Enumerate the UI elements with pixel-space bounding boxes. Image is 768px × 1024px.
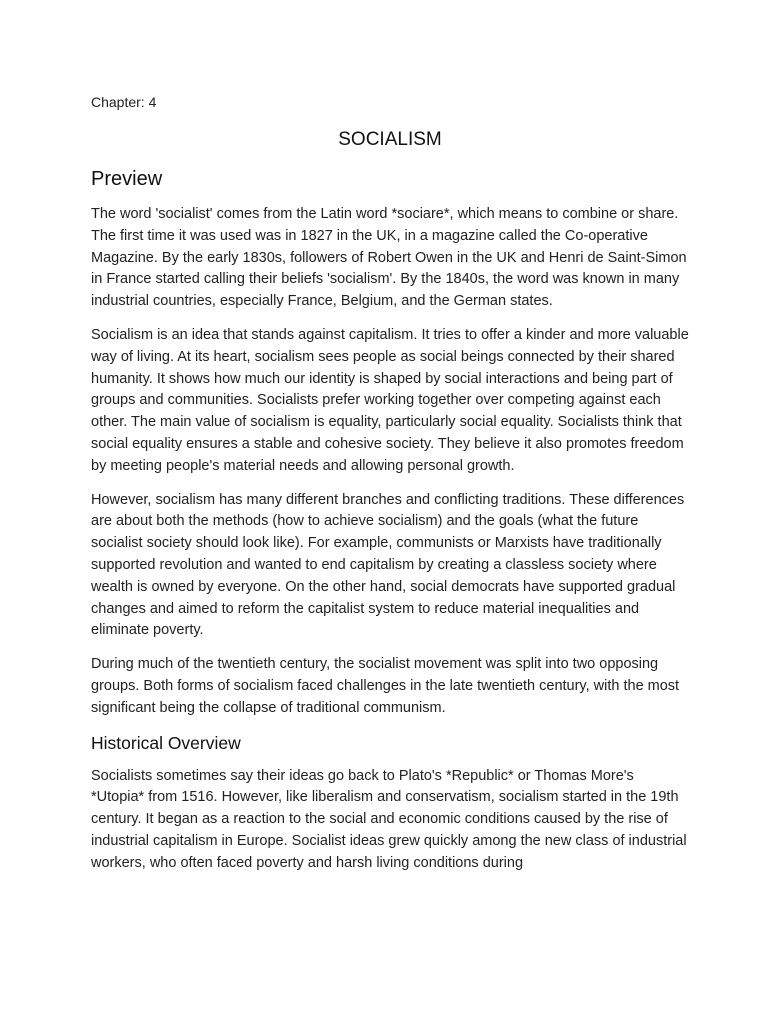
section-heading-historical-overview: Historical Overview — [91, 732, 241, 753]
paragraph: During much of the twentieth century, the socialist movement was split into two opposing groups. Both forms of socialism faced challenges in the late twentieth century, with the most significant being the collapse of traditional communism. — [91, 656, 680, 716]
chapter-label: Chapter: 4 — [91, 94, 157, 110]
paragraph: The word 'socialist' comes from the Latin word *sociare*, which means to combine or share. The first time it was used was in 1827 in the UK, in a magazine called the Co-operative Magazine. By the early 1830s, followers of Robert Owen in the UK and Henri de Saint-Simon in France started calling their beliefs 'socialism'. By the 1840s, the word was known in many industrial countries, especially France, Belgium, and the German states. — [91, 206, 687, 310]
document-title: SOCIALISM — [338, 129, 442, 150]
paragraph: Socialists sometimes say their ideas go back to Plato's *Republic* or Thomas More's *Utopia* from 1516. However, like liberalism and conservatism, socialism started in the 19th century. It began as a reaction to the social and economic conditions caused by the rise of industrial capitalism in Europe. Socialist ideas grew quickly among the new class of industrial workers, who often faced poverty and harsh living conditions during — [91, 767, 687, 871]
paragraph: Socialism is an idea that stands against capitalism. It tries to offer a kinder and more valuable way of living. At its heart, socialism sees people as social beings connected by their shared humanity. It shows how much our identity is shaped by social interactions and being part of groups and communities. Socialists prefer working together over competing against each other. The main value of socialism is equality, particularly social equality. Socialists think that social equality ensures a stable and cohesive society. They believe it also promotes freedom by meeting people's material needs and allowing personal growth. — [91, 326, 689, 474]
paragraph: However, socialism has many different branches and conflicting traditions. These differences are about both the methods (how to achieve socialism) and the goals (what the future socialist society should look like). For example, communists or Marxists have traditionally supported revolution and wanted to end capitalism by creating a classless society where wealth is owned by everyone. On the other hand, social democrats have supported gradual changes and aimed to reform the capitalist system to reduce material inequalities and eliminate poverty. — [91, 491, 685, 639]
document-content — [91, 93, 689, 887]
section-heading-preview: Preview — [91, 168, 163, 190]
